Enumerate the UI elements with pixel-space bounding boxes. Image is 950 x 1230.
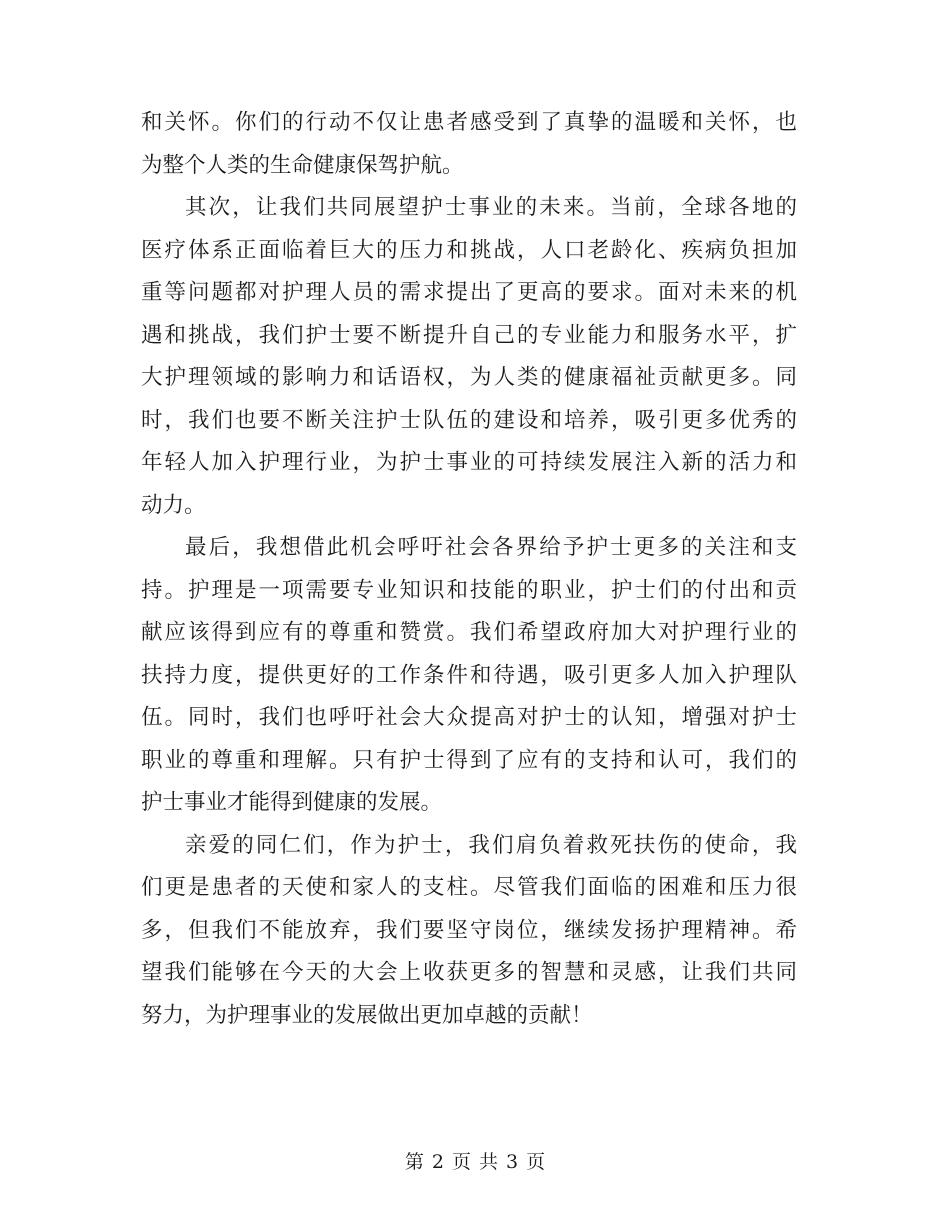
document-body (141, 102, 797, 1037)
current-page-number: 2 (431, 1151, 444, 1173)
paragraph-line: 努力，为护理事业的发展做出更加卓越的贡献！ (141, 1002, 593, 1028)
footer-suffix: 页 (526, 1151, 546, 1173)
paragraph-line: 亲爱的同仁们，作为护士，我们肩负着救死扶伤的使命，我 (185, 832, 797, 858)
paragraph-line: 时，我们也要不断关注护士队伍的建设和培养，吸引更多优秀的 (141, 407, 797, 433)
paragraph-line: 们更是患者的天使和家人的支柱。尽管我们面临的困难和压力很 (141, 875, 797, 900)
page-footer (0, 1147, 950, 1174)
footer-prefix: 第 (404, 1151, 424, 1173)
paragraph-line: 重等问题都对护理人员的需求提出了更高的要求。面对未来的机 (141, 280, 797, 305)
paragraph-line: 其次，让我们共同展望护士事业的未来。当前，全球各地的 (185, 195, 797, 220)
footer-page-word: 页 (451, 1151, 471, 1173)
paragraph-line: 遇和挑战，我们护士要不断提升自己的专业能力和服务水平，扩 (141, 322, 797, 348)
paragraph-line: 伍。同时，我们也呼吁社会大众提高对护士的认知，增强对护士 (141, 705, 797, 730)
paragraph-line: 和关怀。你们的行动不仅让患者感受到了真挚的温暖和关怀，也 (141, 110, 797, 135)
total-pages-number: 3 (506, 1151, 519, 1173)
paragraph-line: 望我们能够在今天的大会上收获更多的智慧和灵感，让我们共同 (141, 960, 797, 985)
paragraph-line: 持。护理是一项需要专业知识和技能的职业，护士们的付出和贡 (141, 577, 797, 603)
paragraph-line: 多，但我们不能放弃，我们要坚守岗位，继续发扬护理精神。希 (141, 917, 797, 943)
paragraph-line: 职业的尊重和理解。只有护士得到了应有的支持和认可，我们的 (141, 747, 797, 773)
paragraph-line: 护士事业才能得到健康的发展。 (141, 790, 443, 815)
paragraph-line: 献应该得到应有的尊重和赞赏。我们希望政府加大对护理行业的 (141, 620, 797, 645)
footer-total-word: 共 (479, 1151, 499, 1173)
paragraph-line: 大护理领域的影响力和话语权，为人类的健康福祉贡献更多。同 (141, 365, 797, 390)
paragraph-line: 最后，我想借此机会呼吁社会各界给予护士更多的关注和支 (185, 535, 797, 560)
paragraph-line: 医疗体系正面临着巨大的压力和挑战，人口老龄化、疾病负担加 (141, 237, 797, 263)
paragraph-line: 年轻人加入护理行业，为护士事业的可持续发展注入新的活力和 (141, 450, 797, 475)
paragraph-line: 为整个人类的生命健康保驾护航。 (141, 152, 464, 178)
paragraph-line: 动力。 (141, 492, 206, 518)
paragraph-line: 扶持力度，提供更好的工作条件和待遇，吸引更多人加入护理队 (141, 662, 797, 688)
